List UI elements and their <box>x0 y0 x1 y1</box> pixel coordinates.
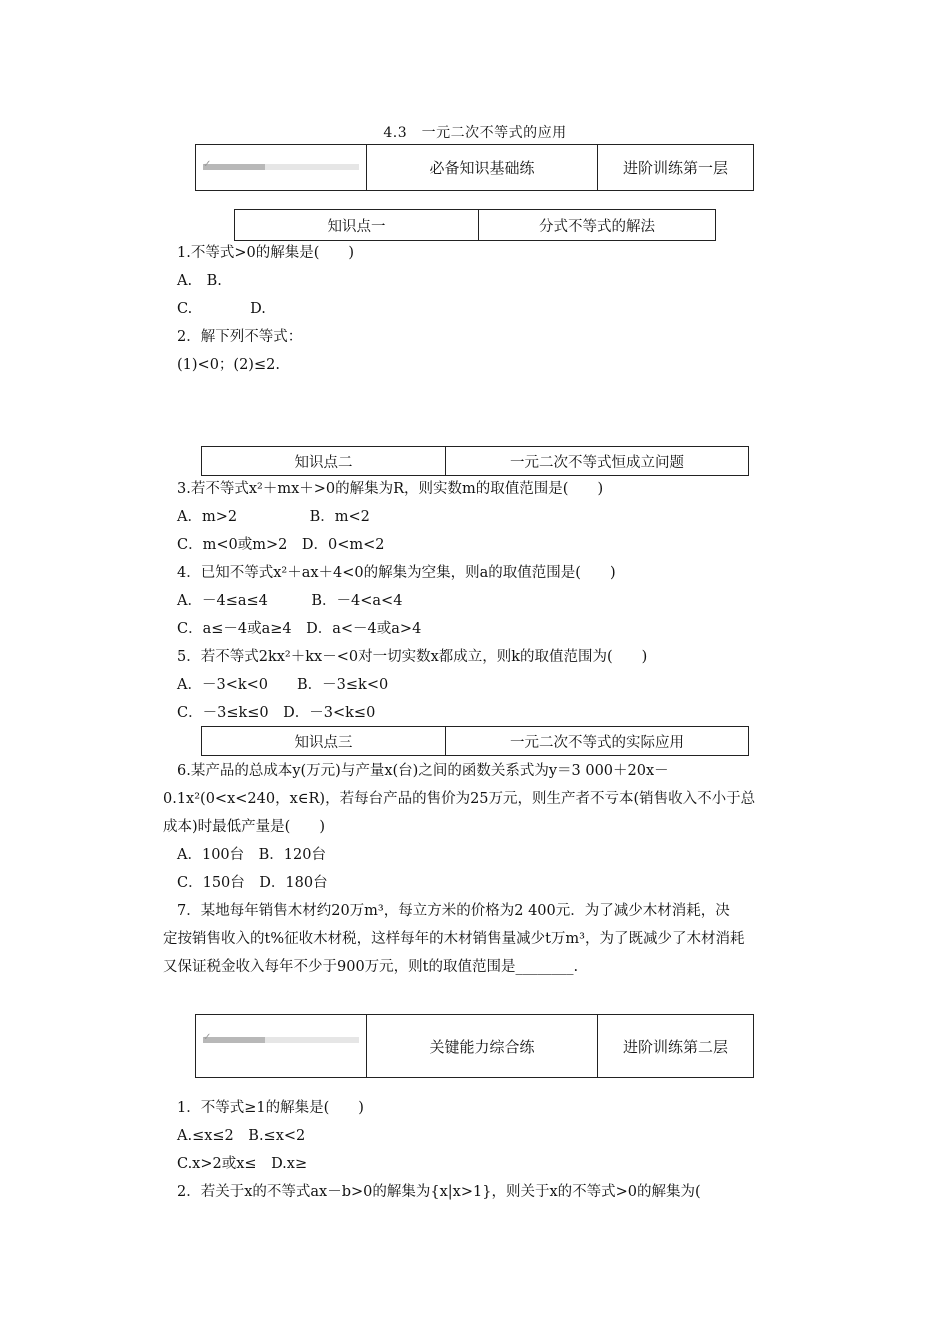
question-options: C．a≤－4或a≥4 D．a<－4或a>4 <box>177 621 422 637</box>
question-options: A．100台 B．120台 <box>177 847 326 863</box>
section-name: 必备知识基础练 <box>367 145 598 191</box>
knowledge-point-header <box>201 726 749 756</box>
question-stem: 5．若不等式2kx²＋kx－<0对一切实数x都成立，则k的取值范围为( ) <box>177 649 648 665</box>
section-banner-advanced <box>195 1014 754 1078</box>
question-options: C．150台 D．180台 <box>177 875 328 891</box>
level-name: 进阶训练第一层 <box>598 145 754 191</box>
kp-label: 知识点二 <box>202 447 446 476</box>
kp-topic: 一元二次不等式的实际应用 <box>446 727 749 756</box>
question-stem: 4．已知不等式x²＋ax＋4<0的解集为空集，则a的取值范围是( ) <box>177 565 616 581</box>
progress-bar <box>203 164 359 170</box>
section-banner-basic <box>195 144 754 191</box>
kp-label: 知识点一 <box>235 210 479 241</box>
question-stem-line: 0.1x²(0<x<240，x∈R)，若每台产品的售价为25万元，则生产者不亏本(销售收入不小于总 <box>163 791 756 807</box>
question-stem-line: 又保证税金收入每年不少于900万元，则t的取值范围是________. <box>163 959 579 975</box>
kp-topic: 分式不等式的解法 <box>479 210 716 241</box>
page-title: 4.3 一元二次不等式的应用 <box>383 125 567 141</box>
question-options: A．－4≤a≤4 B．－4<a<4 <box>177 593 403 609</box>
progress-fill <box>203 1037 265 1043</box>
check-icon: ✓ <box>203 159 212 170</box>
question-stem: 2．若关于x的不等式ax－b>0的解集为{x|x>1}，则关于x的不等式>0的解集为( <box>177 1184 701 1200</box>
question-stem-line: 7．某地每年销售木材约20万m³，每立方米的价格为2 400元．为了减少木材消耗，决 <box>177 903 730 919</box>
question-stem-line: 定按销售收入的t%征收木材税，这样每年的木材销售量减少t万m³，为了既减少了木材消耗 <box>163 931 745 947</box>
question-stem-line: 成本)时最低产量是( ) <box>163 819 325 835</box>
progress-cell <box>196 1015 367 1078</box>
question-options: A.≤x≤2 B.≤x<2 <box>177 1128 306 1144</box>
kp-label: 知识点三 <box>202 727 446 756</box>
question-options: C．m<0或m>2 D．0<m<2 <box>177 537 385 553</box>
question-stem: 2．解下列不等式： <box>177 329 303 345</box>
question-stem: 3.若不等式x²＋mx＋>0的解集为R，则实数m的取值范围是( ) <box>177 481 604 497</box>
question-stem-line: 6.某产品的总成本y(万元)与产量x(台)之间的函数关系式为y＝3 000＋20x－ <box>177 763 669 779</box>
level-name: 进阶训练第二层 <box>598 1015 754 1078</box>
question-options: C.x>2或x≤ D.x≥ <box>177 1156 308 1172</box>
knowledge-point-header <box>234 209 716 241</box>
progress-fill <box>203 164 265 170</box>
question-stem: 1.不等式>0的解集是( ) <box>177 245 355 261</box>
question-options: C．－3≤k≤0 D．－3<k≤0 <box>177 705 376 721</box>
section-name: 关键能力综合练 <box>367 1015 598 1078</box>
question-options: C. D. <box>177 301 266 317</box>
kp-topic: 一元二次不等式恒成立问题 <box>446 447 749 476</box>
question-stem: 1．不等式≥1的解集是( ) <box>177 1100 364 1116</box>
progress-cell <box>196 145 367 191</box>
question-options: A．－3<k<0 B．－3≤k<0 <box>177 677 389 693</box>
progress-bar <box>203 1037 359 1043</box>
check-icon: ✓ <box>203 1032 212 1043</box>
question-options: A. B. <box>177 273 222 289</box>
knowledge-point-header <box>201 446 749 476</box>
question-parts: (1)<0；(2)≤2. <box>177 357 280 373</box>
question-options: A．m>2 B．m<2 <box>177 509 370 525</box>
